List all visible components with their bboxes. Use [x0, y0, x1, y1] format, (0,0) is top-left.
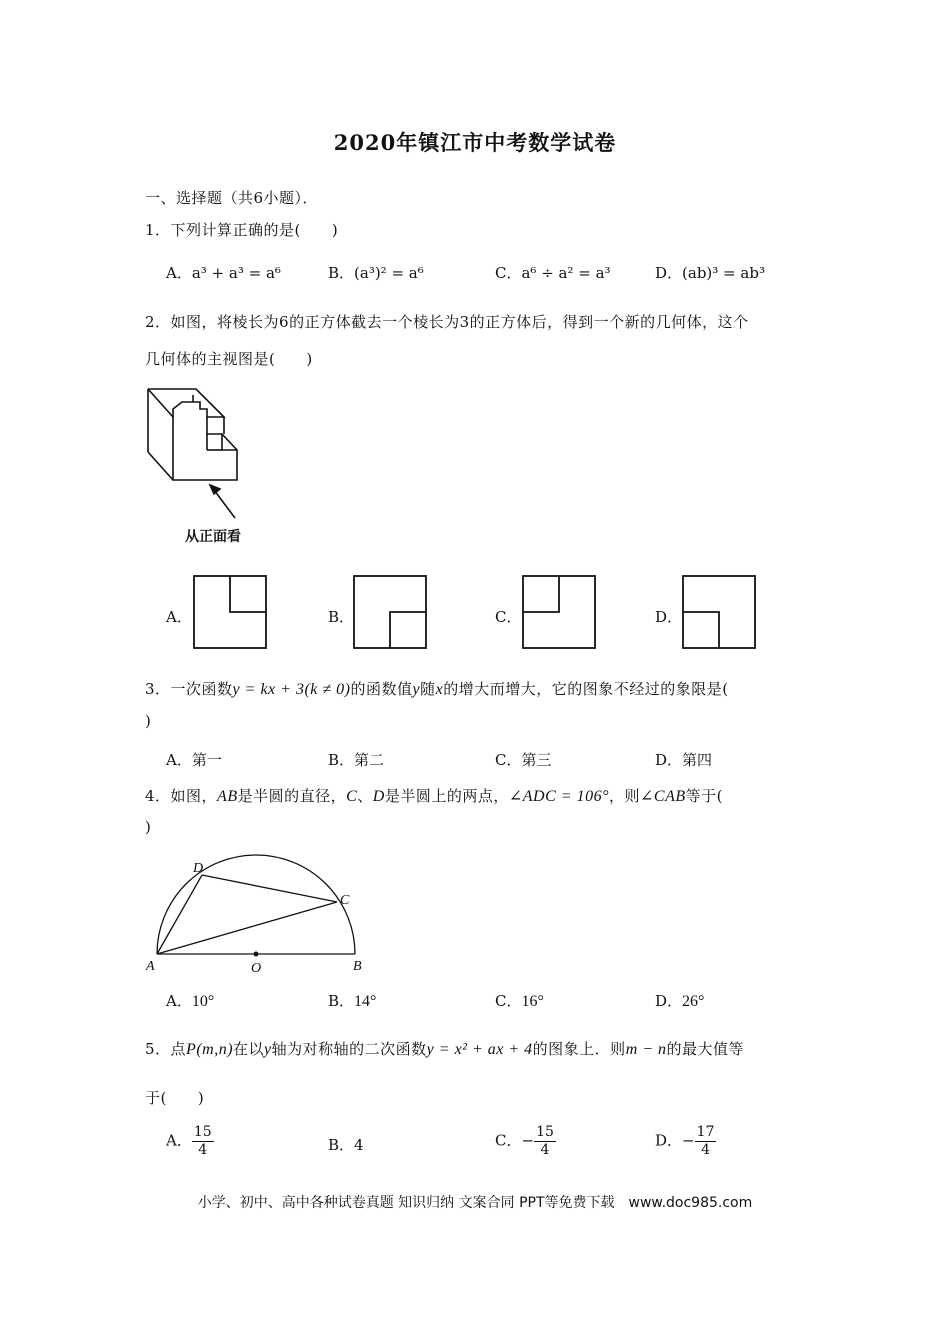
q4-option-d-letter: D． — [655, 992, 683, 1010]
q1-option-a: A．a³ + a³ = a⁶ — [166, 264, 281, 282]
q2-option-b-label: B． — [328, 608, 355, 626]
q4-option-c-value: 16° — [521, 993, 544, 1010]
q4-stem-part2: 是半圆的直径， — [237, 787, 347, 805]
q2-option-c-figure — [522, 575, 598, 651]
q2-figure-caption: 从正面看 — [185, 529, 241, 545]
q4-option-a-value: 10° — [191, 993, 215, 1010]
q5-option-c-denominator: 4 — [540, 1142, 550, 1158]
q2-option-a-figure — [193, 575, 269, 651]
q3-stem-part2: 的函数值 — [350, 680, 413, 698]
q4-center-dot — [254, 952, 259, 957]
q4-stem-part1: 4．如图， — [145, 787, 218, 805]
q5-function: y = x² + ax + 4 — [426, 1041, 533, 1058]
q4-option-b-value: 14° — [354, 993, 377, 1010]
q5-stem-part5: 的最大值等 — [666, 1040, 745, 1058]
q4-option-d — [655, 990, 704, 1011]
q1-option-d: D．(ab)³ = ab³ — [655, 264, 765, 282]
q4-label-o: O — [251, 961, 262, 976]
q4-option-d-value: 26° — [682, 993, 705, 1010]
q2-option-b-figure — [353, 575, 429, 651]
q4-point-d: D — [372, 788, 385, 805]
q3-stem-line1 — [145, 678, 729, 699]
q5-stem-part3: 轴为对称轴的二次函数 — [271, 1040, 427, 1058]
q5-option-a-fraction — [192, 1124, 214, 1159]
q4-stem-part5: 等于( — [685, 787, 723, 805]
q4-point-c: C — [346, 788, 358, 805]
q5-option-b-letter: B． — [328, 1136, 355, 1154]
q3-var-y: y — [412, 681, 421, 698]
q5-option-c-letter: C． — [495, 1131, 522, 1150]
q5-option-a — [166, 1124, 214, 1159]
q4-stem-line2: ) — [145, 818, 152, 836]
q5-option-c — [495, 1124, 556, 1159]
q5-option-d-numerator: 17 — [696, 1124, 715, 1140]
q3-formula: y = kx + 3(k ≠ 0) — [232, 681, 351, 698]
q4-angle-given: ∠ADC = 106° — [508, 788, 609, 805]
q3-option-a: A．第一 — [166, 751, 222, 769]
q3-stem-part3: 随 — [420, 680, 436, 698]
q4-stem-part3: 是半圆上的两点， — [384, 787, 509, 805]
q4-option-a — [166, 990, 214, 1011]
q2-option-d-label: D． — [655, 608, 683, 626]
q1-option-b: B．(a³)² = a⁶ — [328, 264, 424, 282]
q5-stem-part4: 的图象上．则 — [532, 1040, 626, 1058]
q4-option-b-letter: B． — [328, 992, 355, 1010]
q5-option-d-letter: D． — [655, 1131, 683, 1150]
q5-option-a-numerator: 15 — [193, 1124, 212, 1140]
q5-option-d-sign: − — [682, 1131, 695, 1150]
q2-option-d-figure — [682, 575, 758, 651]
q5-option-c-sign: − — [521, 1131, 535, 1150]
q2-option-c-label: C． — [495, 608, 522, 626]
q2-stem-line1: 2．如图，将棱长为6的正方体截去一个棱长为3的正方体后，得到一个新的几何体，这个 — [145, 313, 749, 331]
q3-stem-part4: 的增大而增大，它的图象不经过的象限是( — [443, 680, 729, 698]
q4-angle-asked: ∠CAB — [640, 788, 686, 805]
q5-stem-line2: 于( ) — [145, 1089, 205, 1107]
q4-option-c-letter: C． — [495, 992, 522, 1010]
q1-stem: 1．下列计算正确的是( ) — [145, 221, 339, 239]
q5-stem-line1 — [145, 1038, 744, 1059]
q5-point: P(m,n) — [186, 1041, 234, 1058]
q4-option-a-letter: A． — [166, 992, 192, 1010]
page-footer: 小学、初中、高中各种试卷真题 知识归纳 文案合同 PPT等免费下载 www.doc985.com — [197, 1195, 753, 1211]
q4-option-c — [495, 990, 544, 1011]
section-heading: 一、选择题（共6小题）． — [145, 189, 319, 207]
q5-expression: m − n — [625, 1041, 667, 1058]
q3-stem-line2: ) — [145, 712, 152, 730]
q5-option-a-denominator: 4 — [198, 1142, 208, 1158]
q3-stem-part1: 3．一次函数 — [145, 680, 233, 698]
q4-semicircle-figure — [140, 850, 380, 975]
q5-stem-part2: 在以 — [233, 1040, 265, 1058]
q3-option-d: D．第四 — [655, 751, 713, 769]
q4-stem-part4: ，则 — [608, 787, 640, 805]
q1-option-c: C．a⁶ ÷ a² = a³ — [495, 264, 611, 282]
q5-option-a-letter: A． — [166, 1131, 192, 1150]
q4-stem-line1 — [145, 785, 723, 806]
q5-option-d-fraction — [695, 1124, 717, 1159]
q5-option-d — [655, 1124, 716, 1159]
q5-option-c-fraction — [534, 1124, 556, 1159]
q4-label-c: C — [340, 893, 350, 908]
q3-option-b: B．第二 — [328, 751, 385, 769]
q2-stem-line2: 几何体的主视图是( ) — [145, 350, 313, 368]
q2-option-a-label: A． — [166, 608, 192, 626]
q4-label-a: A — [146, 959, 155, 974]
q4-option-b — [328, 990, 376, 1011]
q5-var-y: y — [264, 1041, 272, 1058]
page-title: 2020年镇江市中考数学试卷 — [333, 130, 617, 155]
q5-stem-part1: 5．点 — [145, 1040, 187, 1058]
q4-sep: 、 — [357, 787, 373, 805]
q5-option-c-numerator: 15 — [536, 1124, 554, 1140]
q4-label-b: B — [353, 959, 362, 974]
q2-solid-figure — [140, 385, 260, 515]
q4-label-d: D — [193, 861, 204, 876]
q5-option-b — [328, 1134, 364, 1155]
q5-option-b-value: 4 — [354, 1136, 364, 1154]
q5-option-d-denominator: 4 — [701, 1142, 710, 1158]
q3-option-c: C．第三 — [495, 751, 552, 769]
q4-segment-ab: AB — [217, 788, 238, 805]
q3-var-x: x — [435, 681, 444, 698]
